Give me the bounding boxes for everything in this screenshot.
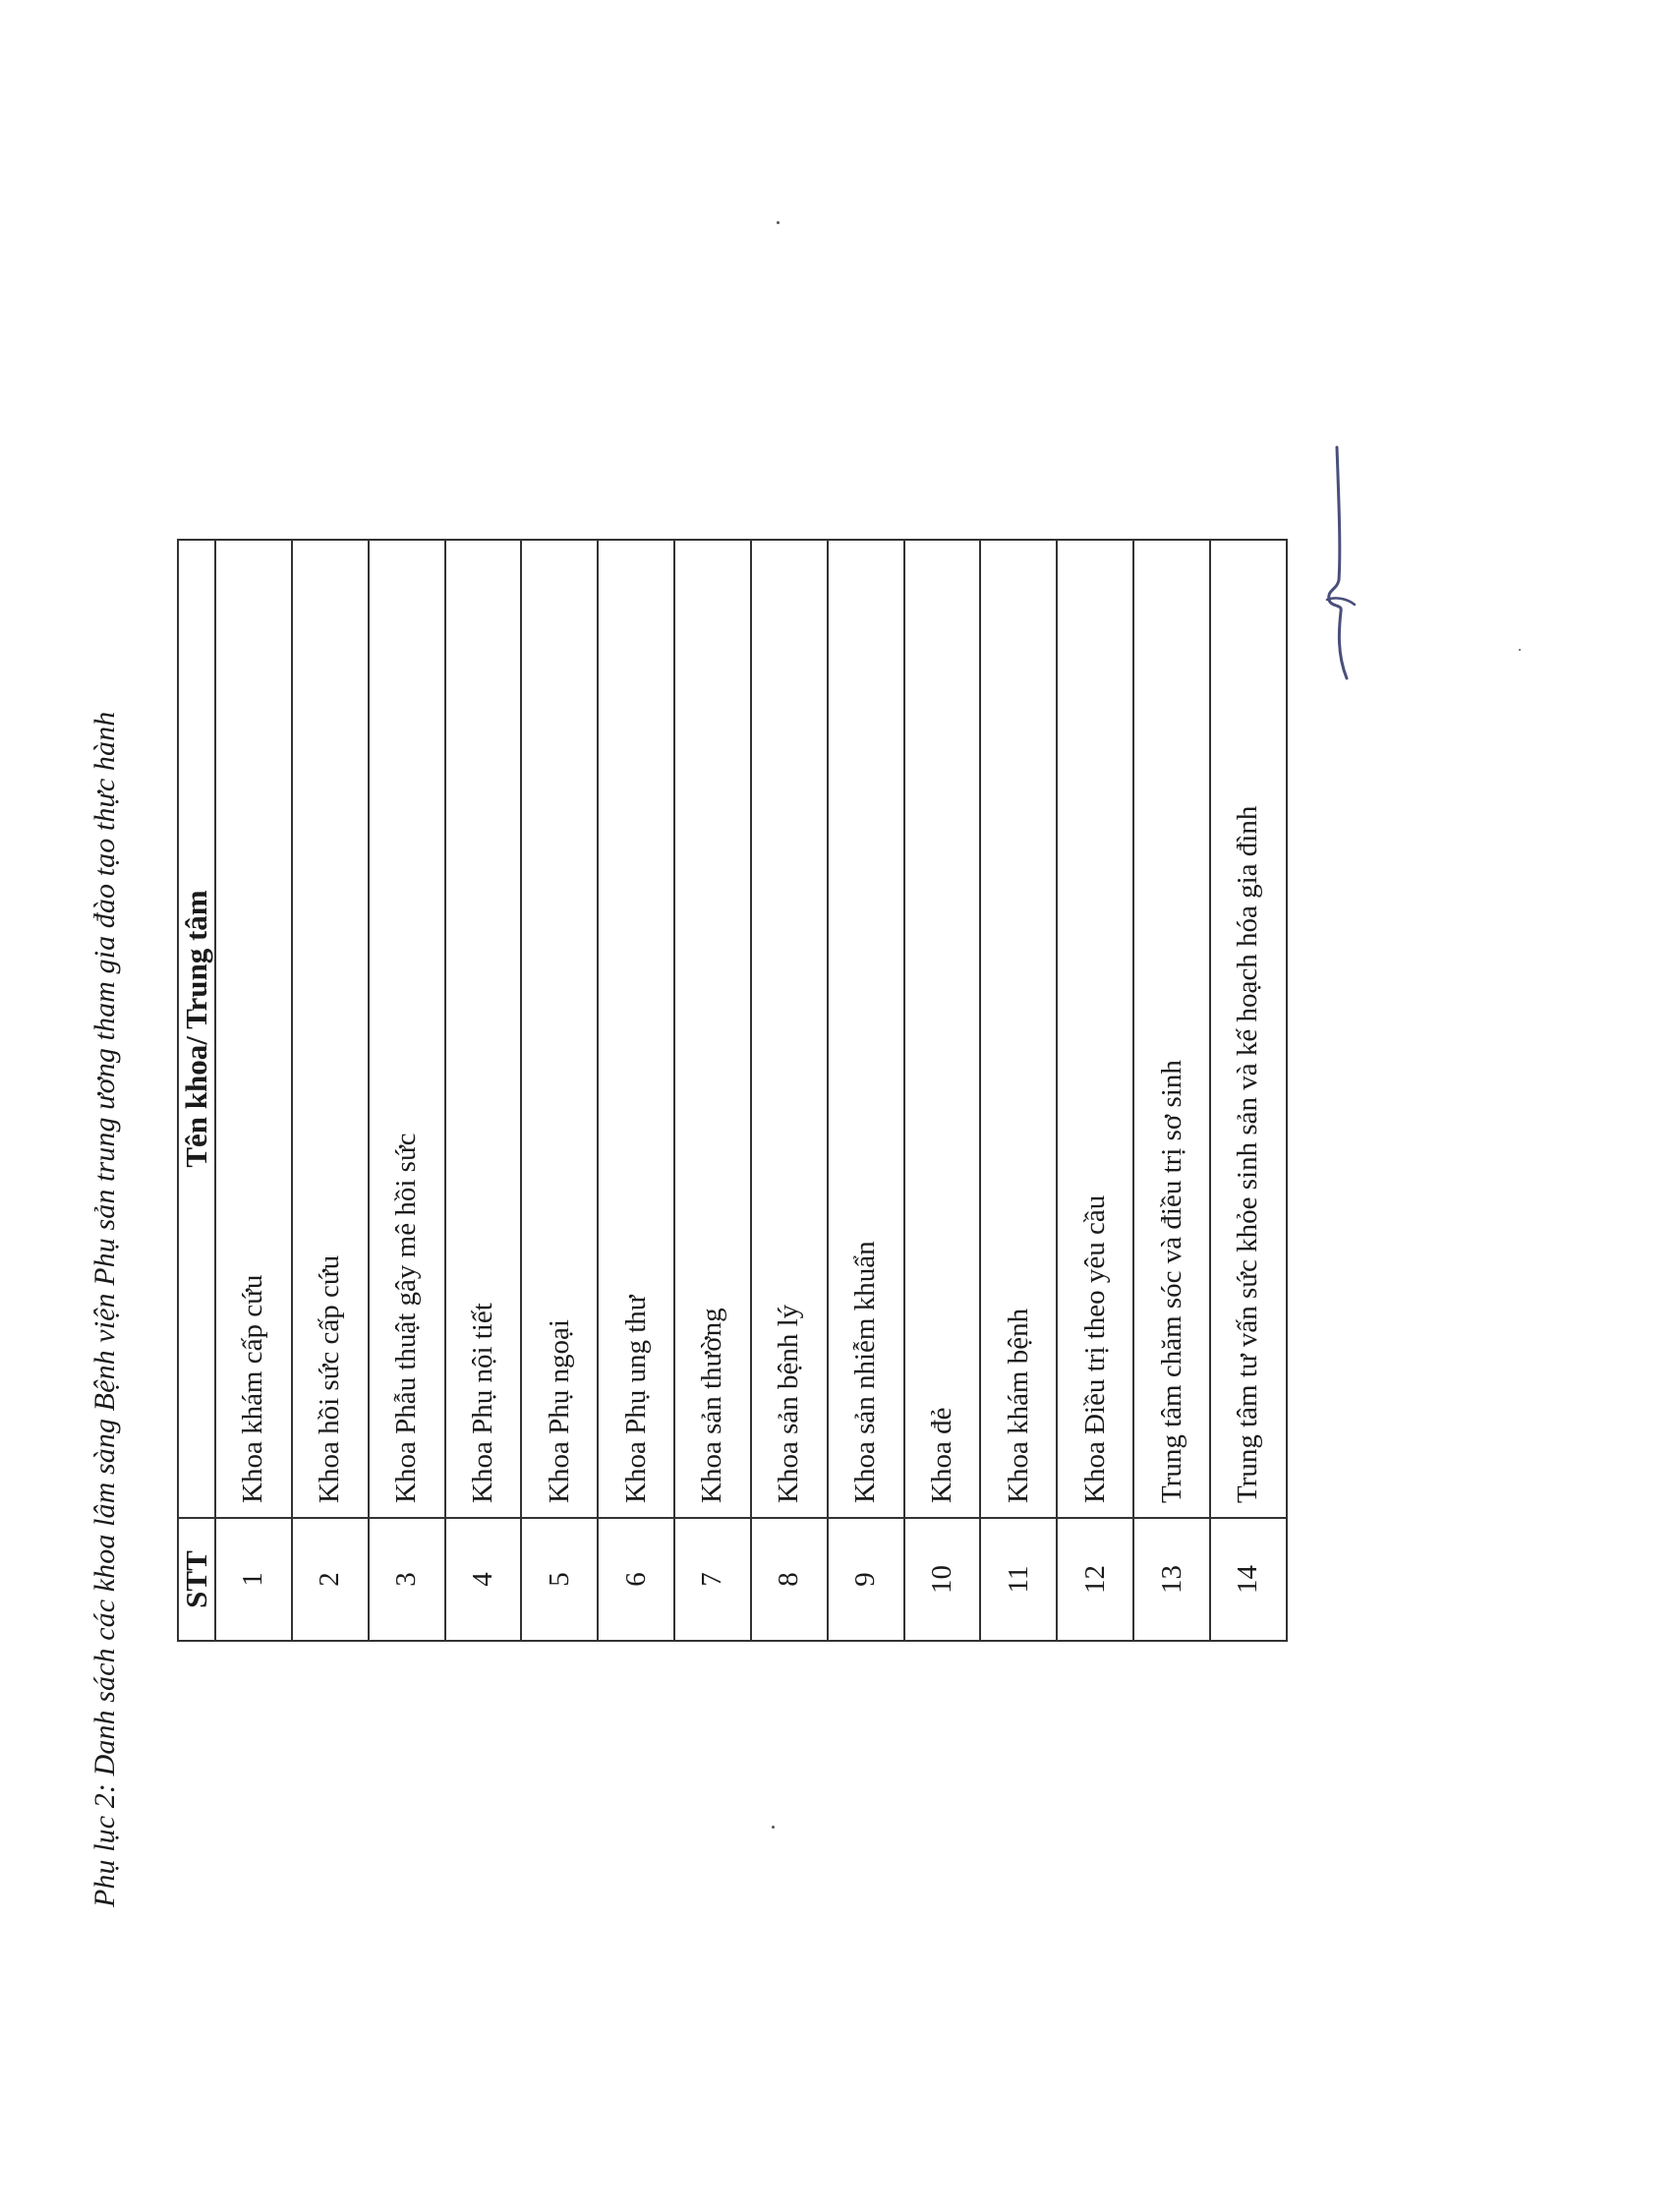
- row-department-name: Trung tâm tư vấn sức khỏe sinh sản và kế hoạch hóa gia đình: [1210, 540, 1287, 1518]
- table-row: [1057, 540, 1133, 1641]
- row-stt: 2: [292, 1518, 369, 1641]
- handwritten-signature: [1298, 442, 1376, 688]
- table-row: [521, 540, 598, 1641]
- row-stt: 3: [369, 1518, 445, 1641]
- row-stt: 11: [980, 1518, 1057, 1641]
- row-department-name: Khoa khám cấp cứu: [215, 540, 292, 1518]
- row-department-name: Khoa hồi sức cấp cứu: [292, 540, 369, 1518]
- table-row: [904, 540, 981, 1641]
- table-row: [598, 540, 674, 1641]
- table-row: [674, 540, 751, 1641]
- row-department-name: Khoa đẻ: [904, 540, 981, 1518]
- row-department-name: Khoa Điều trị theo yêu cầu: [1057, 540, 1133, 1518]
- scan-speck: [777, 221, 780, 224]
- table-row: [980, 540, 1057, 1641]
- row-stt: 8: [751, 1518, 828, 1641]
- table-row: [292, 540, 369, 1641]
- table-row: [369, 540, 445, 1641]
- table-row: [751, 540, 828, 1641]
- table-row: [1133, 540, 1210, 1641]
- row-stt: 4: [445, 1518, 522, 1641]
- row-stt: 5: [521, 1518, 598, 1641]
- row-stt: 12: [1057, 1518, 1133, 1641]
- table-header-row: [178, 540, 215, 1641]
- table-row: [1210, 540, 1287, 1641]
- row-department-name: Khoa Phụ nội tiết: [445, 540, 522, 1518]
- row-department-name: Trung tâm chăm sóc và điều trị sơ sinh: [1133, 540, 1210, 1518]
- row-stt: 7: [674, 1518, 751, 1641]
- table-row: [215, 540, 292, 1641]
- row-stt: 6: [598, 1518, 674, 1641]
- row-department-name: Khoa sản bệnh lý: [751, 540, 828, 1518]
- table-row: [828, 540, 904, 1641]
- row-department-name: Khoa Phẫu thuật gây mê hồi sức: [369, 540, 445, 1518]
- header-stt: STT: [178, 1518, 215, 1641]
- row-department-name: Khoa khám bệnh: [980, 540, 1057, 1518]
- table-row: [445, 540, 522, 1641]
- row-department-name: Khoa sản nhiễm khuẩn: [828, 540, 904, 1518]
- appendix-caption: Phụ lục 2: Danh sách các khoa lâm sàng Bệnh viện Phụ sản trung ương tham gia đào tạo thực hành: [88, 711, 121, 1907]
- scan-speck: [772, 1826, 775, 1829]
- department-table: [177, 539, 1288, 1642]
- row-department-name: Khoa Phụ ngoại: [521, 540, 598, 1518]
- row-stt: 13: [1133, 1518, 1210, 1641]
- header-department-name: Tên khoa/ Trung tâm: [178, 540, 215, 1518]
- row-stt: 14: [1210, 1518, 1287, 1641]
- scan-speck: [1519, 649, 1521, 651]
- row-department-name: Khoa Phụ ung thư: [598, 540, 674, 1518]
- row-stt: 10: [904, 1518, 981, 1641]
- row-stt: 9: [828, 1518, 904, 1641]
- department-table-container: [177, 541, 1288, 1642]
- row-department-name: Khoa sản thường: [674, 540, 751, 1518]
- row-stt: 1: [215, 1518, 292, 1641]
